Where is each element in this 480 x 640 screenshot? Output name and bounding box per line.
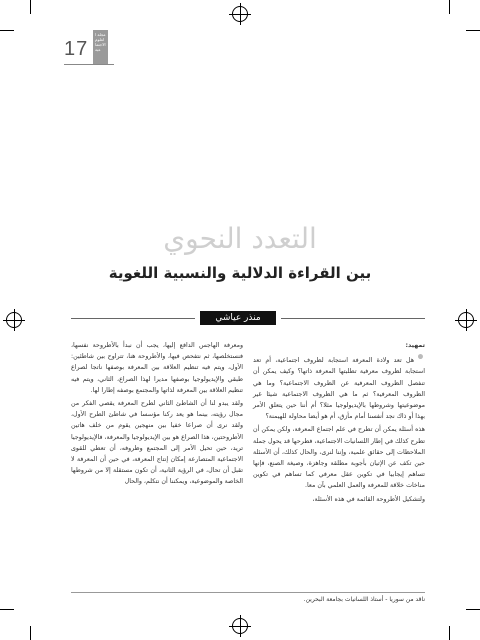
paragraph: ولتشكيل الأطروحة القائمة في هذه الأسئلة،: [312, 495, 425, 503]
text-column-right: [253, 340, 425, 507]
article-subtitle: بين القراءة الدلالية والنسبية اللغوية: [108, 264, 372, 282]
crop-mark: [30, 626, 31, 640]
page-number: 17: [64, 38, 89, 60]
registration-mark: [6, 312, 22, 328]
registration-mark: [232, 6, 248, 22]
header-rule: [64, 64, 114, 65]
crop-mark: [466, 30, 480, 31]
paragraph: ومعرفة الهاجس الدافع إليها، يجب أن نبدأ بالأطروحة نفسها، فنستخلصها، ثم نتفحص فيها، والأطروحة هنا، تتراوح بين شاطئين: الأول، ويتم فيه تنظيم العلاقة بين المعرفة بوصفها ناتجا لصراع طبقي والإيديولوجيا بوصفها مديرا لهذا الصراع، الثاني، ويتم فيه تنظيم العلاقة بين المعرفة لذاتها والمجتمع بوصفه إطارا لها.: [71, 342, 243, 394]
crop-mark: [449, 0, 450, 14]
crop-mark: [449, 626, 450, 640]
author-rule-left: [71, 318, 195, 319]
crop-mark: [30, 0, 31, 14]
registration-mark: [232, 618, 248, 634]
paragraph: هذه أسئلة يمكن أن تطرح في علم اجتماع المعرفة، ولكن يمكن أن تطرح كذلك في إطار اللسانيات الاجتماعية، فطرحها قد يحول جملة الملاحظات إلى حقائق علمية، وإننا لنرى، والحال كذلك، أن الأسئلة حين تكف عن الإتيان بأجوبة مطلقة وجاهزة، وصيغة الصنع، فإنها تساهم إيجابيا في تكوين عقل معرفي كما تساهم في تكوين مناخات خلاقة للمعرفة والعمل العلمي بآن معا.: [253, 426, 425, 490]
paragraph: [253, 350, 425, 422]
crop-mark: [0, 30, 14, 31]
journal-side-tab: [93, 30, 108, 64]
crop-mark: [466, 609, 480, 610]
crop-mark: [0, 609, 14, 610]
footnote: ناقد من سوريا - أستاذ اللسانيات بجامعة البحرين.: [303, 596, 425, 603]
text-column-left: [71, 340, 243, 490]
author-rule-right: [281, 318, 425, 319]
registration-mark: [458, 312, 474, 328]
side-tab-text: مجلة العلوم الاجتماعية: [95, 32, 106, 52]
paragraph: ولقد يبدو لنا أن الشاطئ الثاني لطرح المعرفة يقصي الفكر من مجال رؤيته، بينما هو يعد ركنا مؤسسا في شاطئ الطرح الأول، ولقد نرى أن صراعا خفيا بين منهجين يقوم من خلف هاتين الأطروحتين، هذا الصراع هو بين الإيديولوجيا والمعرفة، فالإيديولوجيا تريد، حين تحيل الأمر إلى المجتمع وظروفه، أن تعطي للقوى الاجتماعية المتصارعة إمكان إنتاج المعرفة، في حين أن المعرفة لا تقبل أن تحال، في الرؤية الثانية، أن تكون مستقلة إلا من شروطها الخاصة والموضوعية، ويمكننا أن نتكلم، والحال: [71, 400, 243, 486]
footnote-rule: [71, 592, 425, 593]
article-title: التعدد النحوي: [163, 222, 317, 255]
drop-cap-decoration: •: [416, 350, 425, 367]
author-name: منذر عياشي: [200, 311, 276, 325]
paragraph-text: هل تعد ولادة المعرفة استجابة لظروف اجتماعية، أم تعد استجابة لظروف معرفية تطلبتها المعرفة ذاتها؟ وكيف يمكن أن تنفصل الظروف المعرفية عن الظروف الاجتماعية؟ وما هي الظروف المعرفية؟ ثم ما هي الظروف الاجتماعية شيئا غير موضوعيتها وشروطها بالإيديولوجيا مثلا؟ أم أننا حين يتعلق الأمر بهذا أو ذاك نجد أنفسنا أمام مأزق، أم هو أيضا محاولة للهيمنة؟: [253, 357, 425, 421]
section-heading: تمهيد:: [405, 342, 425, 349]
